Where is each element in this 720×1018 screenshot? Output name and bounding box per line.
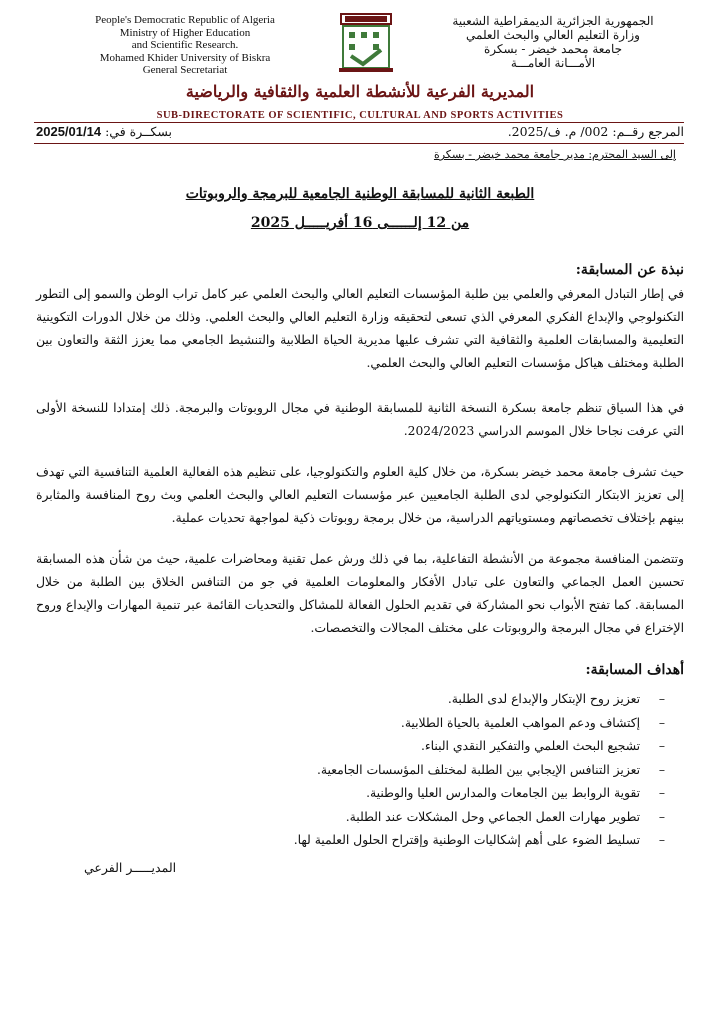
header-en-line: People's Democratic Republic of Algeria — [95, 14, 275, 26]
header-arabic — [428, 14, 678, 70]
header-ar-line: الأمـــانة العامـــة — [510, 56, 596, 70]
list-item — [84, 829, 684, 853]
document-title: الطبعة الثانية للمسابقة الوطنية الجامعية للبرمجة والروبوتات — [185, 186, 535, 202]
bullet-dash: – — [658, 786, 666, 800]
about-paragraph: حيث تشرف جامعة محمد خيضر بسكرة، من خلال كلية العلوم والتكنولوجيا، على تنظيم هذه الفعالية العلمية التنافسية التي تهدف إلى تعزيز الابتكار التكنولوجي لدى الطلبة الجامعيين عبر مؤسسات التعليم العالي والبحث العلمي وبث روح المنافسة والمثابرة بينهم بإختلاف تخصصاتهم ومستوياتهم الدراسية، من خلال برمجة روبوتات ذكية لمواجهة تحديات عملية. — [36, 465, 684, 525]
about-paragraph: وتتضمن المنافسة مجموعة من الأنشطة التفاعلية، بما في ذلك ورش عمل تقنية ومحاضرات علمية، حيث من شأن هذه المسابقة تحسين العمل الجماعي والتعاون على تبادل الأفكار والمعلومات العلمية في جو من التنافس الخلاق بين الطلبة من خلال المسابقة. كما تفتح الأبواب نحو المشاركة في تقديم الحلول الفعالة للمشاكل والتحديات القائمة عبر تنمية المهارات والإبداع وروح الإختراع في مجال البرمجة والروبوتات على مختلف المجالات والتخصصات. — [36, 552, 684, 635]
about-paragraph: في هذا السياق تنظم جامعة بسكرة النسخة الثانية للمسابقة الوطنية في مجال الروبوتات والبرمجة. ذلك إمتدادا للنسخة الأولى التي عرفت نجاحا خلال الموسم الدراسي 2024/2023. — [36, 401, 684, 438]
event-dates: من 12 إلــــــى 16 أفريـــــل 2025 — [250, 215, 470, 231]
bullet-dash: – — [658, 715, 666, 730]
about-paragraph: في إطار التبادل المعرفي والعلمي بين طلبة المؤسسات التعليم العالي والبحث العلمي عبر كامل تراب الوطن والسمو إلى التطور التكنولوجي والإبداع الفكري المعرفي الذي تسعى لتحقيقه وزارة التعليم العالي والبحث العلمي. وذلك من خلال الدورات التكوينية التعليمية والمسابقات العلمية والثقافية التي تشرف عليها مديرية الحياة الطلابية والتنشيط الجامعي مما يعزز الثقة والتعاون بين الطلبة ومختلف هياكل مؤسسات التعليم العالي والبحث العلمي. — [36, 287, 684, 370]
date-value: 2025/01/14 — [36, 124, 102, 139]
objective-text: تعزيز روح الإبتكار والإبداع لدى الطلبة. — [447, 692, 640, 706]
header-ar-line: جامعة محمد خيضر - بسكرة — [483, 42, 623, 56]
header-en-line: Mohamed Khider University of Biskra — [99, 51, 271, 64]
list-item — [84, 782, 684, 806]
objective-text: تشجيع البحث العلمي والتفكير النقدي البناء. — [420, 739, 640, 753]
bullet-dash: – — [658, 692, 666, 706]
meta-divider — [34, 143, 684, 144]
objectives-heading: أهداف المسابقة: — [585, 662, 684, 678]
recipient-line: إلى السيد المحترم: مدير جامعة محمد خيضر - بسكرة — [433, 148, 676, 161]
objective-text: تقوية الروابط بين الجامعات والمدارس العليا والوطنية. — [366, 786, 640, 800]
list-item — [84, 806, 684, 830]
list-item — [84, 735, 684, 759]
subdirectorate-title-ar: المديرية الفرعية للأنشطة العلمية والثقافية والرياضية — [185, 82, 535, 101]
bullet-dash: – — [658, 739, 666, 753]
reference-number: المرجع رقــم: 002/ م. ف/2025. — [507, 124, 684, 139]
list-item — [84, 688, 684, 712]
signature-title: المديـــــر الفرعي — [84, 860, 177, 875]
list-item — [84, 712, 684, 736]
objective-text: إكتشاف ودعم المواهب العلمية بالحياة الطلابية. — [400, 715, 640, 730]
header-ar-line: وزارة التعليم العالي والبحث العلمي — [466, 28, 640, 42]
issue-date — [36, 124, 172, 139]
subdirectorate-title-en: SUB-DIRECTORATE OF SCIENTIFIC, CULTURAL AND SPORTS ACTIVITIES — [156, 110, 564, 121]
bullet-dash: – — [658, 809, 666, 824]
objective-text: تعزيز التنافس الإيجابي بين الطلبة لمختلف المؤسسات الجامعية. — [316, 762, 640, 777]
objective-text: تطوير مهارات العمل الجماعي وحل المشكلات عند الطلبة. — [345, 809, 640, 824]
bullet-dash: – — [658, 833, 666, 847]
header-en-line: and Scientific Research. — [131, 39, 239, 51]
header-ar-line: الجمهورية الجزائرية الديمقراطية الشعبية — [452, 14, 654, 28]
date-label: بسكــرة في: — [105, 124, 172, 139]
university-logo — [337, 10, 395, 74]
bullet-dash: – — [658, 762, 666, 777]
list-item — [84, 759, 684, 783]
objective-text: تسليط الضوء على أهم إشكاليات الوطنية وإقتراح الحلول العلمية لها. — [293, 833, 640, 847]
about-heading: نبذة عن المسابقة: — [575, 262, 684, 278]
header-en-line: General Secretariat — [142, 64, 228, 76]
header-english — [60, 14, 310, 77]
objectives-list — [84, 688, 684, 853]
header-divider — [34, 122, 684, 123]
header-en-line: Ministry of Higher Education — [119, 26, 251, 39]
